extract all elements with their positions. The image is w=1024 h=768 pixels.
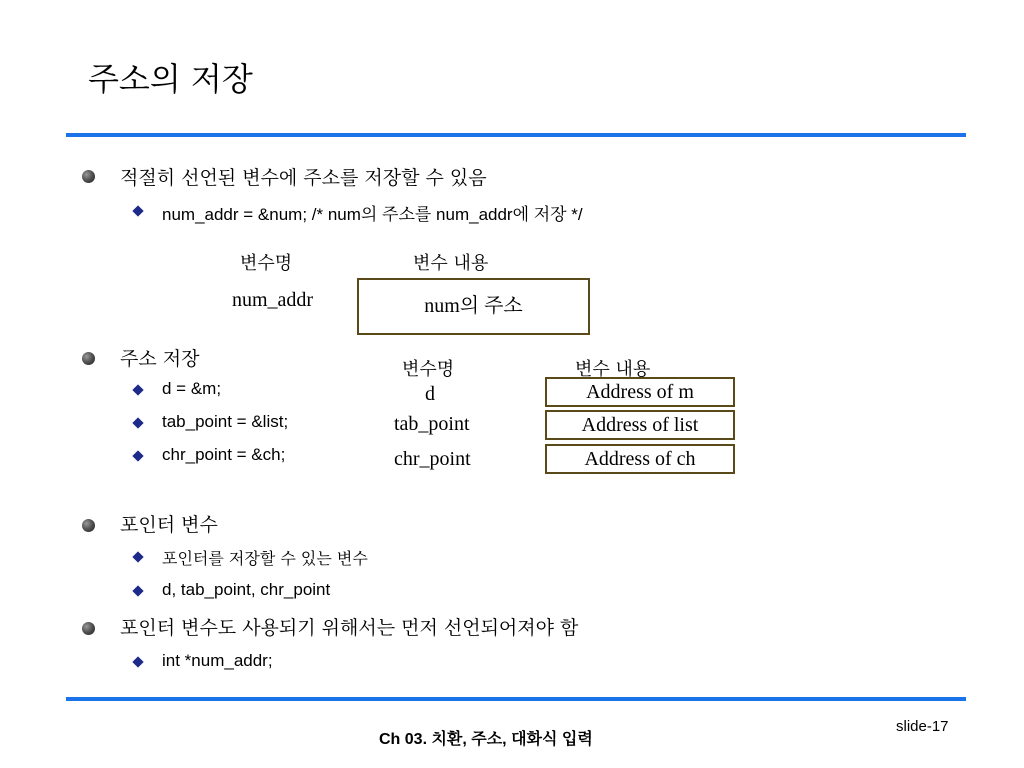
diagram1-name-header: 변수명 (240, 253, 293, 274)
diamond-bullet-icon (132, 450, 143, 461)
diagram2-value-box: Address of list (545, 410, 735, 440)
diagram2-content-header: 변수 내용 (575, 359, 651, 380)
diagram2-name-header: 변수명 (402, 359, 455, 380)
code-line: tab_point = &list; (162, 412, 289, 431)
diagram1-content-header: 변수 내용 (413, 253, 489, 274)
section-heading-2: 주소 저장 (120, 348, 200, 370)
round-bullet-icon (82, 519, 95, 532)
diagram2-var-name: d (425, 383, 435, 405)
diagram2-value-box: Address of ch (545, 444, 735, 474)
slide-title: 주소의 저장 (88, 60, 253, 98)
diamond-bullet-icon (132, 417, 143, 428)
diagram2-var-name: chr_point (394, 448, 471, 470)
code-line: int *num_addr; (162, 651, 273, 670)
diamond-bullet-icon (132, 585, 143, 596)
top-divider (66, 133, 966, 137)
code-line: d = &m; (162, 379, 222, 398)
section-heading-4: 포인터 변수도 사용되기 위해서는 먼저 선언되어져야 함 (120, 617, 579, 639)
bottom-divider (66, 697, 966, 701)
code-line: num_addr = &num; /* num의 주소를 num_addr에 저장 */ (162, 205, 583, 224)
slide-number: slide-17 (896, 718, 949, 735)
list-item: 포인터를 저장할 수 있는 변수 (162, 549, 368, 568)
diagram1-var-name: num_addr (232, 289, 314, 311)
round-bullet-icon (82, 622, 95, 635)
diagram1-value-box: num의 주소 (357, 278, 590, 335)
diamond-bullet-icon (132, 205, 143, 216)
section-heading-3: 포인터 변수 (120, 514, 218, 536)
diamond-bullet-icon (132, 384, 143, 395)
diagram2-value-box: Address of m (545, 377, 735, 407)
footer-chapter: Ch 03. 치환, 주소, 대화식 입력 (379, 731, 593, 748)
diamond-bullet-icon (132, 656, 143, 667)
list-item: d, tab_point, chr_point (162, 580, 331, 599)
diamond-bullet-icon (132, 551, 143, 562)
round-bullet-icon (82, 170, 95, 183)
code-line: chr_point = &ch; (162, 445, 286, 464)
round-bullet-icon (82, 352, 95, 365)
section-heading-1: 적절히 선언된 변수에 주소를 저장할 수 있음 (120, 167, 487, 189)
diagram2-var-name: tab_point (394, 413, 470, 435)
